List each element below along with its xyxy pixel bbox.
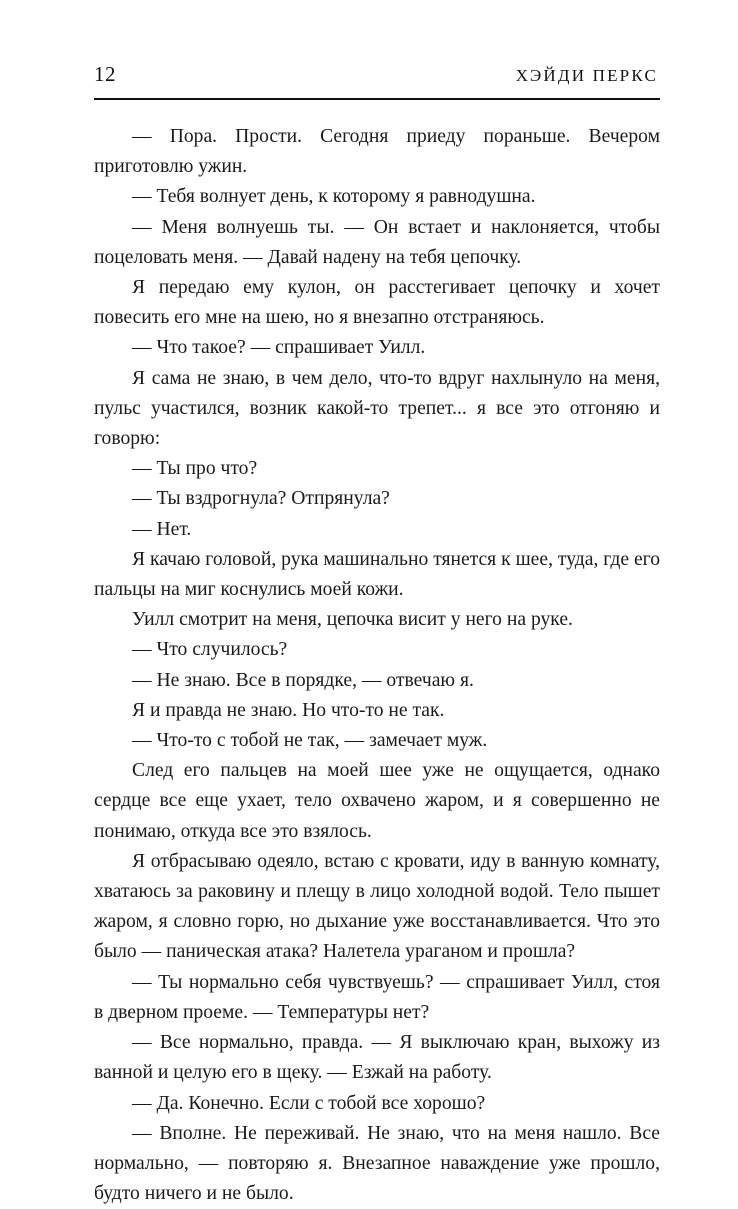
paragraph: Я качаю головой, рука машинально тянется к шее, туда, где его пальцы на миг коснулись моей кожи. (94, 548, 660, 601)
paragraph: Уилл смотрит на меня, цепочка висит у него на руке. (132, 609, 573, 631)
paragraph: — Что такое? — спрашивает Уилл. (132, 337, 426, 359)
paragraph: — Да. Конечно. Если с тобой все хорошо? (132, 1092, 486, 1114)
paragraph: — Что-то с тобой не так, — замечает муж. (132, 730, 488, 752)
page-header (94, 62, 660, 92)
page-body (94, 122, 660, 1209)
page-number: 12 (94, 62, 116, 86)
paragraph: Я отбрасываю одеяло, встаю с кровати, иду в ванную комнату, хватаюсь за раковину и плещу в лицо холодной водой. Тело пышет жаром, я словно горю, но дыхание уже восстанавливается. Что это было — паническая атака? Налетела ураганом и прошла? (94, 850, 660, 963)
paragraph: След его пальцев на моей шее уже не ощущается, однако сердце все еще ухает, тело охвачено жаром, и я совершенно не понимаю, откуда все это взялось. (94, 760, 660, 842)
paragraph: Я и правда не знаю. Но что-то не так. (132, 699, 445, 721)
paragraph: — Нет. (132, 518, 192, 540)
paragraph: — Ты нормально себя чувствуешь? — спрашивает Уилл, стоя в дверном проеме. — Температуры нет? (94, 971, 660, 1023)
paragraph: — Меня волнуешь ты. — Он встает и наклоняется, чтобы поцеловать меня. — Давай надену на тебя цепочку. (94, 216, 660, 268)
paragraph: Я передаю ему кулон, он расстегивает цепочку и хочет повесить его мне на шею, но я внезапно отстраняюсь. (94, 277, 660, 329)
paragraph: — Ты вздрогнула? Отпрянула? (132, 488, 390, 510)
paragraph: — Все нормально, правда. — Я выключаю кран, выхожу из ванной и целую его в щеку. — Езжай на работу. (94, 1032, 660, 1084)
paragraph: — Ты про что? (132, 458, 258, 480)
paragraph: — Что случилось? (132, 639, 288, 661)
header-divider (94, 98, 660, 100)
paragraph: — Не знаю. Все в порядке, — отвечаю я. (132, 669, 474, 691)
paragraph: — Вполне. Не переживай. Не знаю, что на меня нашло. Все нормально, — повторяю я. Внезапное наваждение уже прошло, будто ничего и не было. (94, 1122, 660, 1205)
paragraph: Я сама не знаю, в чем дело, что-то вдруг нахлынуло на меня, пульс участился, возник какой-то трепет... я все это отгоняю и говорю: (94, 367, 660, 450)
running-title: ХЭЙДИ ПЕРКС (515, 66, 658, 85)
paragraph: — Тебя волнует день, к которому я равнодушна. (132, 186, 536, 208)
paragraph: — Пора. Прости. Сегодня приеду пораньше. Вечером приготовлю ужин. (94, 126, 660, 178)
